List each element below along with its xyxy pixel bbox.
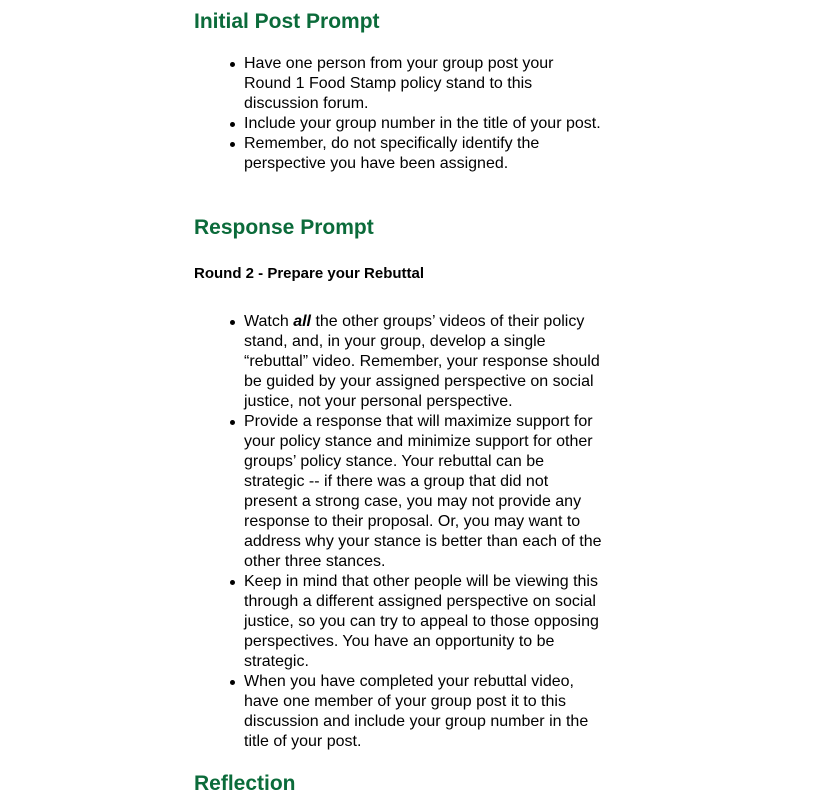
list-item: Remember, do not specifically identify the perspective you have been assigned.	[244, 134, 602, 174]
list-item: Keep in mind that other people will be viewing this through a different assigned perspective on social justice, so you can try to appeal to those opposing perspectives. You have an opportunity to be strategic.	[244, 572, 602, 672]
item-text-after: the other groups’ videos of their policy stand, and, in your group, develop a single “rebuttal” video. Remember, your response should be guided by your assigned perspective on social justice, not your personal perspective.	[244, 313, 600, 410]
list-item: Have one person from your group post your Round 1 Food Stamp policy stand to this discussion forum.	[244, 54, 602, 114]
reflection-heading: Reflection	[194, 772, 296, 795]
list-item: Include your group number in the title of your post.	[244, 115, 601, 132]
round-title: Round 2 - Prepare your Rebuttal	[194, 265, 425, 282]
item-text-before: Watch	[244, 313, 294, 330]
emphasis-all: all	[293, 313, 311, 330]
response-prompt-heading: Response Prompt	[194, 216, 374, 239]
list-item: When you have completed your rebuttal video, have one member of your group post it to this discussion and include your group number in the title of your post.	[244, 672, 602, 752]
list-item	[244, 312, 602, 412]
initial-post-heading: Initial Post Prompt	[194, 10, 380, 33]
response-prompt-list	[224, 312, 602, 752]
list-item: Provide a response that will maximize support for your policy stance and minimize support for other groups’ policy stance. Your rebuttal can be strategic -- if there was a group that did not present a strong case, you may not provide any response to their proposal. Or, you may want to address why your stance is better than each of the other three stances.	[244, 413, 602, 570]
initial-post-list	[224, 54, 602, 174]
